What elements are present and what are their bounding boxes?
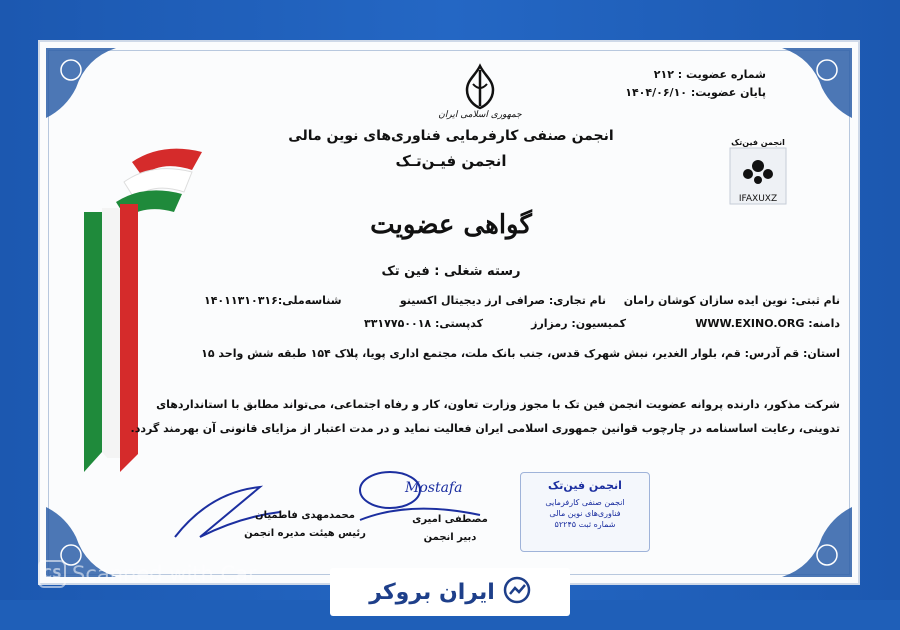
fintech-stamp (520, 472, 650, 552)
brand-name: ایران بروکر (369, 579, 495, 605)
corner-ornament-top-right (762, 48, 852, 118)
certificate-field: رسته شغلی : فین تک (381, 264, 521, 279)
body-line-2: تدوینی، رعایت اساسنامه در چارچوب قوانین جمهوری اسلامی ایران فعالیت نماید و در مدت اعتبار از مزایای قانونی آن بهرمند گردد. (130, 422, 840, 435)
membership-number: شماره عضویت : ۲۱۲ (653, 68, 766, 81)
chair-title: رئیس هیئت مدیره انجمن (244, 528, 366, 539)
secretary-title: دبیر انجمن (423, 532, 477, 543)
scanner-watermark (38, 560, 257, 588)
registered-name: نام ثبتی: نوین ایده سازان کوشان رامان (623, 294, 840, 307)
corner-ornament-bottom-right (762, 507, 852, 577)
iran-emblem-icon (455, 62, 505, 112)
brand-chart-icon (503, 576, 531, 608)
commission: کمیسیون: رمزارز (531, 317, 626, 330)
emblem-caption: جمهوری اسلامی ایران (438, 110, 522, 120)
certificate-paper (38, 40, 860, 585)
stamp-line-3: شماره ثبت ۵۲۲۴۵ (554, 520, 616, 529)
stamp-line-1: انجمن صنفی کارفرمایی (545, 498, 625, 507)
secretary-name: مصطفی امیری (412, 514, 488, 525)
chair-name: محمدمهدی فاطمیان (255, 510, 355, 521)
logo-caption-en: IFAXUXZ (738, 194, 778, 204)
body-line-1: شرکت مذکور، دارنده پروانه عضویت انجمن فین تک با مجوز وزارت تعاون، کار و رفاه اجتماعی، می‌تواند مطابق با استانداردهای (156, 398, 840, 411)
corner-ornament-top-left (46, 48, 136, 118)
membership-expiry: پایان عضویت: ۱۴۰۴/۰۶/۱۰ (625, 86, 766, 99)
province: استان: قم (783, 347, 840, 360)
stamp-title: انجمن فین‌تک (548, 479, 622, 492)
scanner-text: Scanned with Car (72, 562, 257, 586)
certificate-title: گواهی عضویت (370, 210, 532, 240)
logo-caption-fa: انجمن فین‌تک (731, 138, 785, 147)
address: آدرس: قم، بلوار الغدیر، نبش شهرک قدس، جنب بانک ملت، مجتمع اداری پویا، پلاک ۱۵۴ طبقه شش واحد ۱۵ (201, 347, 780, 360)
brand-footer (330, 568, 570, 616)
org-line: انجمن صنفی کارفرمایی فناوری‌های نوین مالی (288, 128, 614, 144)
secretary-signature-text: Mostafa (405, 480, 463, 496)
stamp-line-2: فناوری‌های نوین مالی (549, 509, 621, 518)
org-name: انجمن فیـن‌تـک (395, 152, 507, 170)
scanner-badge-icon: CS (38, 560, 66, 588)
postal-code: کدپستی: ۳۳۱۷۷۵۰۰۱۸ (364, 317, 484, 330)
trade-name: نام تجاری: صرافی ارز دیجیتال اکسینو (399, 294, 606, 307)
domain: دامنه: WWW.EXINO.ORG (695, 317, 840, 330)
national-id: شناسه‌ملی:۱۴۰۱۱۳۱۰۳۱۶ (204, 294, 342, 307)
